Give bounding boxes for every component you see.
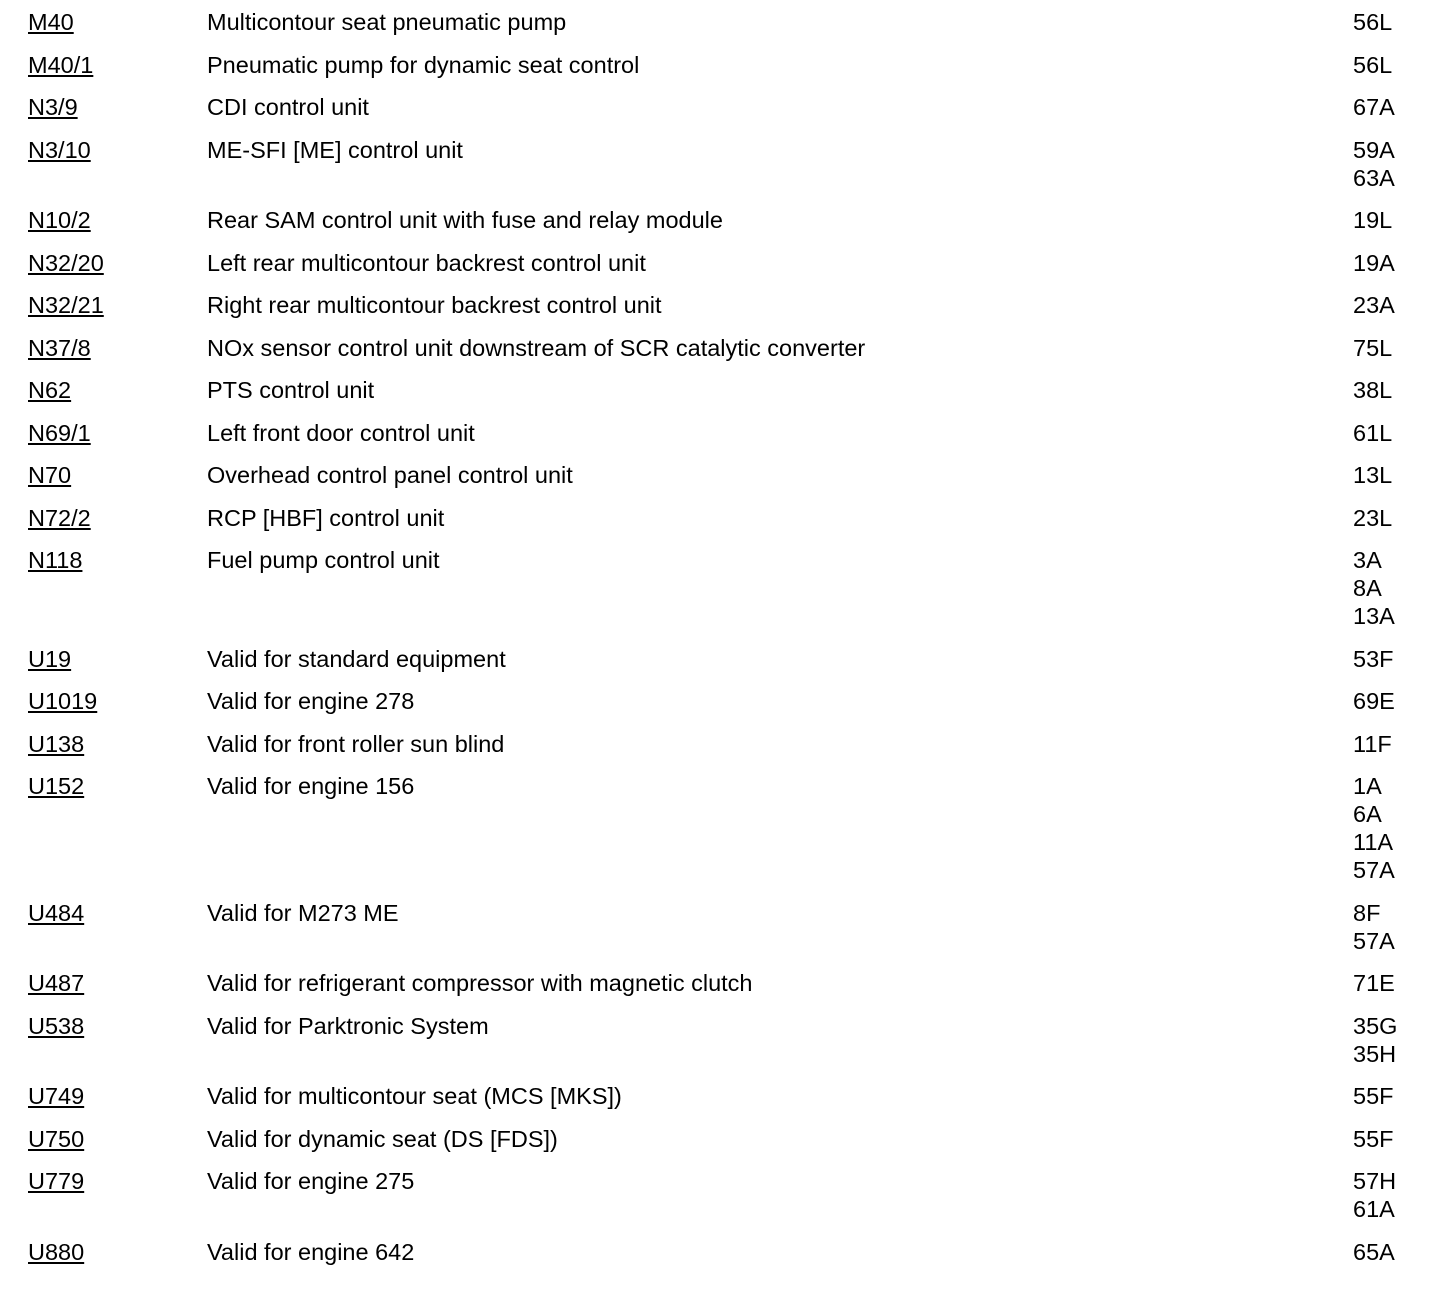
component-description: Valid for multicontour seat (MCS [MKS]) bbox=[207, 1083, 622, 1109]
component-description: Valid for engine 278 bbox=[207, 688, 415, 714]
component-description: Valid for engine 275 bbox=[207, 1168, 415, 1194]
component-code-cell bbox=[0, 376, 207, 404]
component-code-cell bbox=[0, 504, 207, 532]
grid-reference-list bbox=[1353, 730, 1456, 758]
grid-reference-list bbox=[1353, 291, 1456, 319]
legend-row bbox=[0, 419, 1456, 462]
component-code-cell bbox=[0, 93, 207, 121]
grid-reference: 11F bbox=[1353, 730, 1392, 757]
component-code-cell bbox=[0, 51, 207, 79]
component-code-link[interactable]: U779 bbox=[28, 1168, 85, 1194]
component-description: Multicontour seat pneumatic pump bbox=[207, 9, 567, 35]
grid-reference: 56L bbox=[1353, 9, 1393, 35]
grid-reference: 53F bbox=[1353, 645, 1394, 672]
grid-reference-list bbox=[1353, 687, 1456, 715]
component-description: Valid for dynamic seat (DS [FDS]) bbox=[207, 1125, 558, 1152]
grid-reference-list bbox=[1353, 1238, 1456, 1266]
component-description: Pneumatic pump for dynamic seat control bbox=[207, 51, 640, 78]
component-code-cell bbox=[0, 645, 207, 673]
component-code-cell bbox=[0, 730, 207, 758]
grid-reference-list bbox=[1353, 8, 1456, 36]
component-description: Valid for refrigerant compressor with magnetic clutch bbox=[207, 970, 753, 996]
component-description: RCP [HBF] control unit bbox=[207, 504, 445, 531]
grid-reference: 23A bbox=[1353, 292, 1395, 318]
grid-reference-list bbox=[1353, 93, 1456, 121]
grid-reference: 35H bbox=[1353, 1040, 1397, 1067]
component-description: NOx sensor control unit downstream of SCR catalytic converter bbox=[207, 334, 866, 361]
grid-reference: 63A bbox=[1353, 164, 1395, 191]
legend-row bbox=[0, 504, 1456, 547]
component-code-cell bbox=[0, 461, 207, 489]
component-description: CDI control unit bbox=[207, 94, 369, 120]
component-description: Fuel pump control unit bbox=[207, 547, 440, 573]
component-code-cell bbox=[0, 334, 207, 362]
component-code-cell bbox=[0, 206, 207, 234]
component-code-link[interactable]: U19 bbox=[28, 645, 72, 672]
component-code-link[interactable]: U152 bbox=[28, 773, 85, 799]
component-code-link[interactable]: N32/21 bbox=[28, 292, 104, 318]
component-code-link[interactable]: U138 bbox=[28, 730, 85, 757]
grid-reference-list bbox=[1353, 899, 1456, 955]
component-code-cell bbox=[0, 8, 207, 36]
component-code-cell bbox=[0, 419, 207, 447]
grid-reference-list bbox=[1353, 1082, 1456, 1110]
component-code-cell bbox=[0, 291, 207, 319]
component-code-link[interactable]: U487 bbox=[28, 970, 85, 996]
grid-reference-list bbox=[1353, 51, 1456, 79]
component-code-link[interactable]: U1019 bbox=[28, 688, 98, 714]
legend-row bbox=[0, 93, 1456, 136]
component-code-link[interactable]: U538 bbox=[28, 1012, 85, 1039]
component-description: Valid for engine 156 bbox=[207, 773, 415, 799]
grid-reference-list bbox=[1353, 969, 1456, 997]
grid-reference: 55F bbox=[1353, 1125, 1394, 1152]
component-description: Valid for M273 ME bbox=[207, 899, 399, 926]
grid-reference: 38L bbox=[1353, 377, 1393, 403]
component-legend-table bbox=[0, 8, 1456, 1280]
component-code-cell bbox=[0, 1125, 207, 1153]
grid-reference: 23L bbox=[1353, 504, 1393, 531]
component-description: Overhead control panel control unit bbox=[207, 462, 573, 488]
component-code-cell bbox=[0, 772, 207, 800]
legend-row bbox=[0, 291, 1456, 334]
grid-reference-list bbox=[1353, 1167, 1456, 1223]
component-code-cell bbox=[0, 546, 207, 574]
component-code-link[interactable]: M40 bbox=[28, 9, 74, 35]
legend-row bbox=[0, 899, 1456, 970]
grid-reference-list bbox=[1353, 1125, 1456, 1153]
grid-reference: 13L bbox=[1353, 462, 1393, 488]
legend-row bbox=[0, 136, 1456, 207]
grid-reference-list bbox=[1353, 546, 1456, 630]
grid-reference: 11A bbox=[1353, 829, 1394, 855]
component-description: PTS control unit bbox=[207, 377, 375, 403]
legend-row bbox=[0, 461, 1456, 504]
grid-reference: 55F bbox=[1353, 1083, 1394, 1109]
component-code-cell bbox=[0, 899, 207, 927]
grid-reference: 35G bbox=[1353, 1012, 1398, 1039]
component-description: Right rear multicontour backrest control unit bbox=[207, 292, 662, 318]
grid-reference: 56L bbox=[1353, 51, 1393, 78]
component-code-link[interactable]: N70 bbox=[28, 462, 72, 488]
component-code-cell bbox=[0, 969, 207, 997]
component-code-link[interactable]: N3/10 bbox=[28, 136, 91, 163]
grid-reference-list bbox=[1353, 206, 1456, 234]
component-description: Rear SAM control unit with fuse and relay module bbox=[207, 207, 723, 233]
grid-reference: 61A bbox=[1353, 1196, 1395, 1222]
grid-reference: 57A bbox=[1353, 857, 1395, 883]
component-code-cell bbox=[0, 1012, 207, 1040]
legend-row bbox=[0, 376, 1456, 419]
legend-row bbox=[0, 546, 1456, 645]
component-description: Left front door control unit bbox=[207, 419, 475, 446]
grid-reference: 8A bbox=[1353, 575, 1382, 601]
component-code-cell bbox=[0, 1082, 207, 1110]
component-description: Left rear multicontour backrest control unit bbox=[207, 249, 646, 276]
component-description: ME-SFI [ME] control unit bbox=[207, 136, 463, 163]
component-code-cell bbox=[0, 136, 207, 164]
legend-row bbox=[0, 1125, 1456, 1168]
component-code-link[interactable]: N3/9 bbox=[28, 94, 78, 120]
component-code-link[interactable]: U749 bbox=[28, 1083, 85, 1109]
grid-reference: 57A bbox=[1353, 927, 1395, 954]
grid-reference: 65A bbox=[1353, 1238, 1395, 1265]
legend-row bbox=[0, 1167, 1456, 1238]
component-description: Valid for front roller sun blind bbox=[207, 730, 505, 757]
legend-row bbox=[0, 969, 1456, 1012]
grid-reference-list bbox=[1353, 419, 1456, 447]
component-description: Valid for Parktronic System bbox=[207, 1012, 489, 1039]
grid-reference: 59A bbox=[1353, 136, 1395, 163]
component-code-link[interactable]: N32/20 bbox=[28, 249, 104, 276]
component-description: Valid for engine 642 bbox=[207, 1238, 415, 1265]
component-code-cell bbox=[0, 1167, 207, 1195]
grid-reference-list bbox=[1353, 1012, 1456, 1068]
grid-reference-list bbox=[1353, 504, 1456, 532]
grid-reference-list bbox=[1353, 334, 1456, 362]
component-code-link[interactable]: N37/8 bbox=[28, 334, 91, 361]
component-code-link[interactable]: N118 bbox=[28, 547, 83, 573]
grid-reference: 19L bbox=[1353, 207, 1393, 233]
component-code-cell bbox=[0, 249, 207, 277]
grid-reference: 71E bbox=[1353, 970, 1395, 996]
legend-row bbox=[0, 1012, 1456, 1083]
legend-row bbox=[0, 1238, 1456, 1281]
legend-row bbox=[0, 687, 1456, 730]
grid-reference-list bbox=[1353, 136, 1456, 192]
component-code-cell bbox=[0, 687, 207, 715]
grid-reference-list bbox=[1353, 645, 1456, 673]
legend-row bbox=[0, 8, 1456, 51]
component-code-link[interactable]: U880 bbox=[28, 1238, 85, 1265]
legend-row bbox=[0, 206, 1456, 249]
grid-reference: 1A bbox=[1353, 773, 1382, 799]
component-code-link[interactable]: N62 bbox=[28, 377, 72, 403]
legend-row bbox=[0, 51, 1456, 94]
grid-reference: 61L bbox=[1353, 419, 1393, 446]
legend-row bbox=[0, 249, 1456, 292]
component-code-link[interactable]: M40/1 bbox=[28, 51, 94, 78]
component-code-cell bbox=[0, 1238, 207, 1266]
grid-reference: 19A bbox=[1353, 249, 1395, 276]
grid-reference: 13A bbox=[1353, 603, 1395, 629]
grid-reference: 3A bbox=[1353, 547, 1382, 573]
legend-row bbox=[0, 645, 1456, 688]
grid-reference-list bbox=[1353, 376, 1456, 404]
grid-reference-list bbox=[1353, 772, 1456, 884]
grid-reference: 67A bbox=[1353, 94, 1395, 120]
component-code-link[interactable]: N69/1 bbox=[28, 419, 91, 446]
grid-reference: 8F bbox=[1353, 899, 1381, 926]
legend-row bbox=[0, 730, 1456, 773]
component-code-link[interactable]: U484 bbox=[28, 899, 85, 926]
grid-reference-list bbox=[1353, 461, 1456, 489]
legend-row bbox=[0, 334, 1456, 377]
grid-reference: 6A bbox=[1353, 801, 1382, 827]
grid-reference: 75L bbox=[1353, 334, 1393, 361]
component-code-link[interactable]: U750 bbox=[28, 1125, 85, 1152]
legend-row bbox=[0, 1082, 1456, 1125]
component-code-link[interactable]: N10/2 bbox=[28, 207, 91, 233]
grid-reference: 69E bbox=[1353, 688, 1395, 714]
legend-row bbox=[0, 772, 1456, 899]
grid-reference: 57H bbox=[1353, 1168, 1397, 1194]
component-description: Valid for standard equipment bbox=[207, 645, 506, 672]
grid-reference-list bbox=[1353, 249, 1456, 277]
component-code-link[interactable]: N72/2 bbox=[28, 504, 91, 531]
